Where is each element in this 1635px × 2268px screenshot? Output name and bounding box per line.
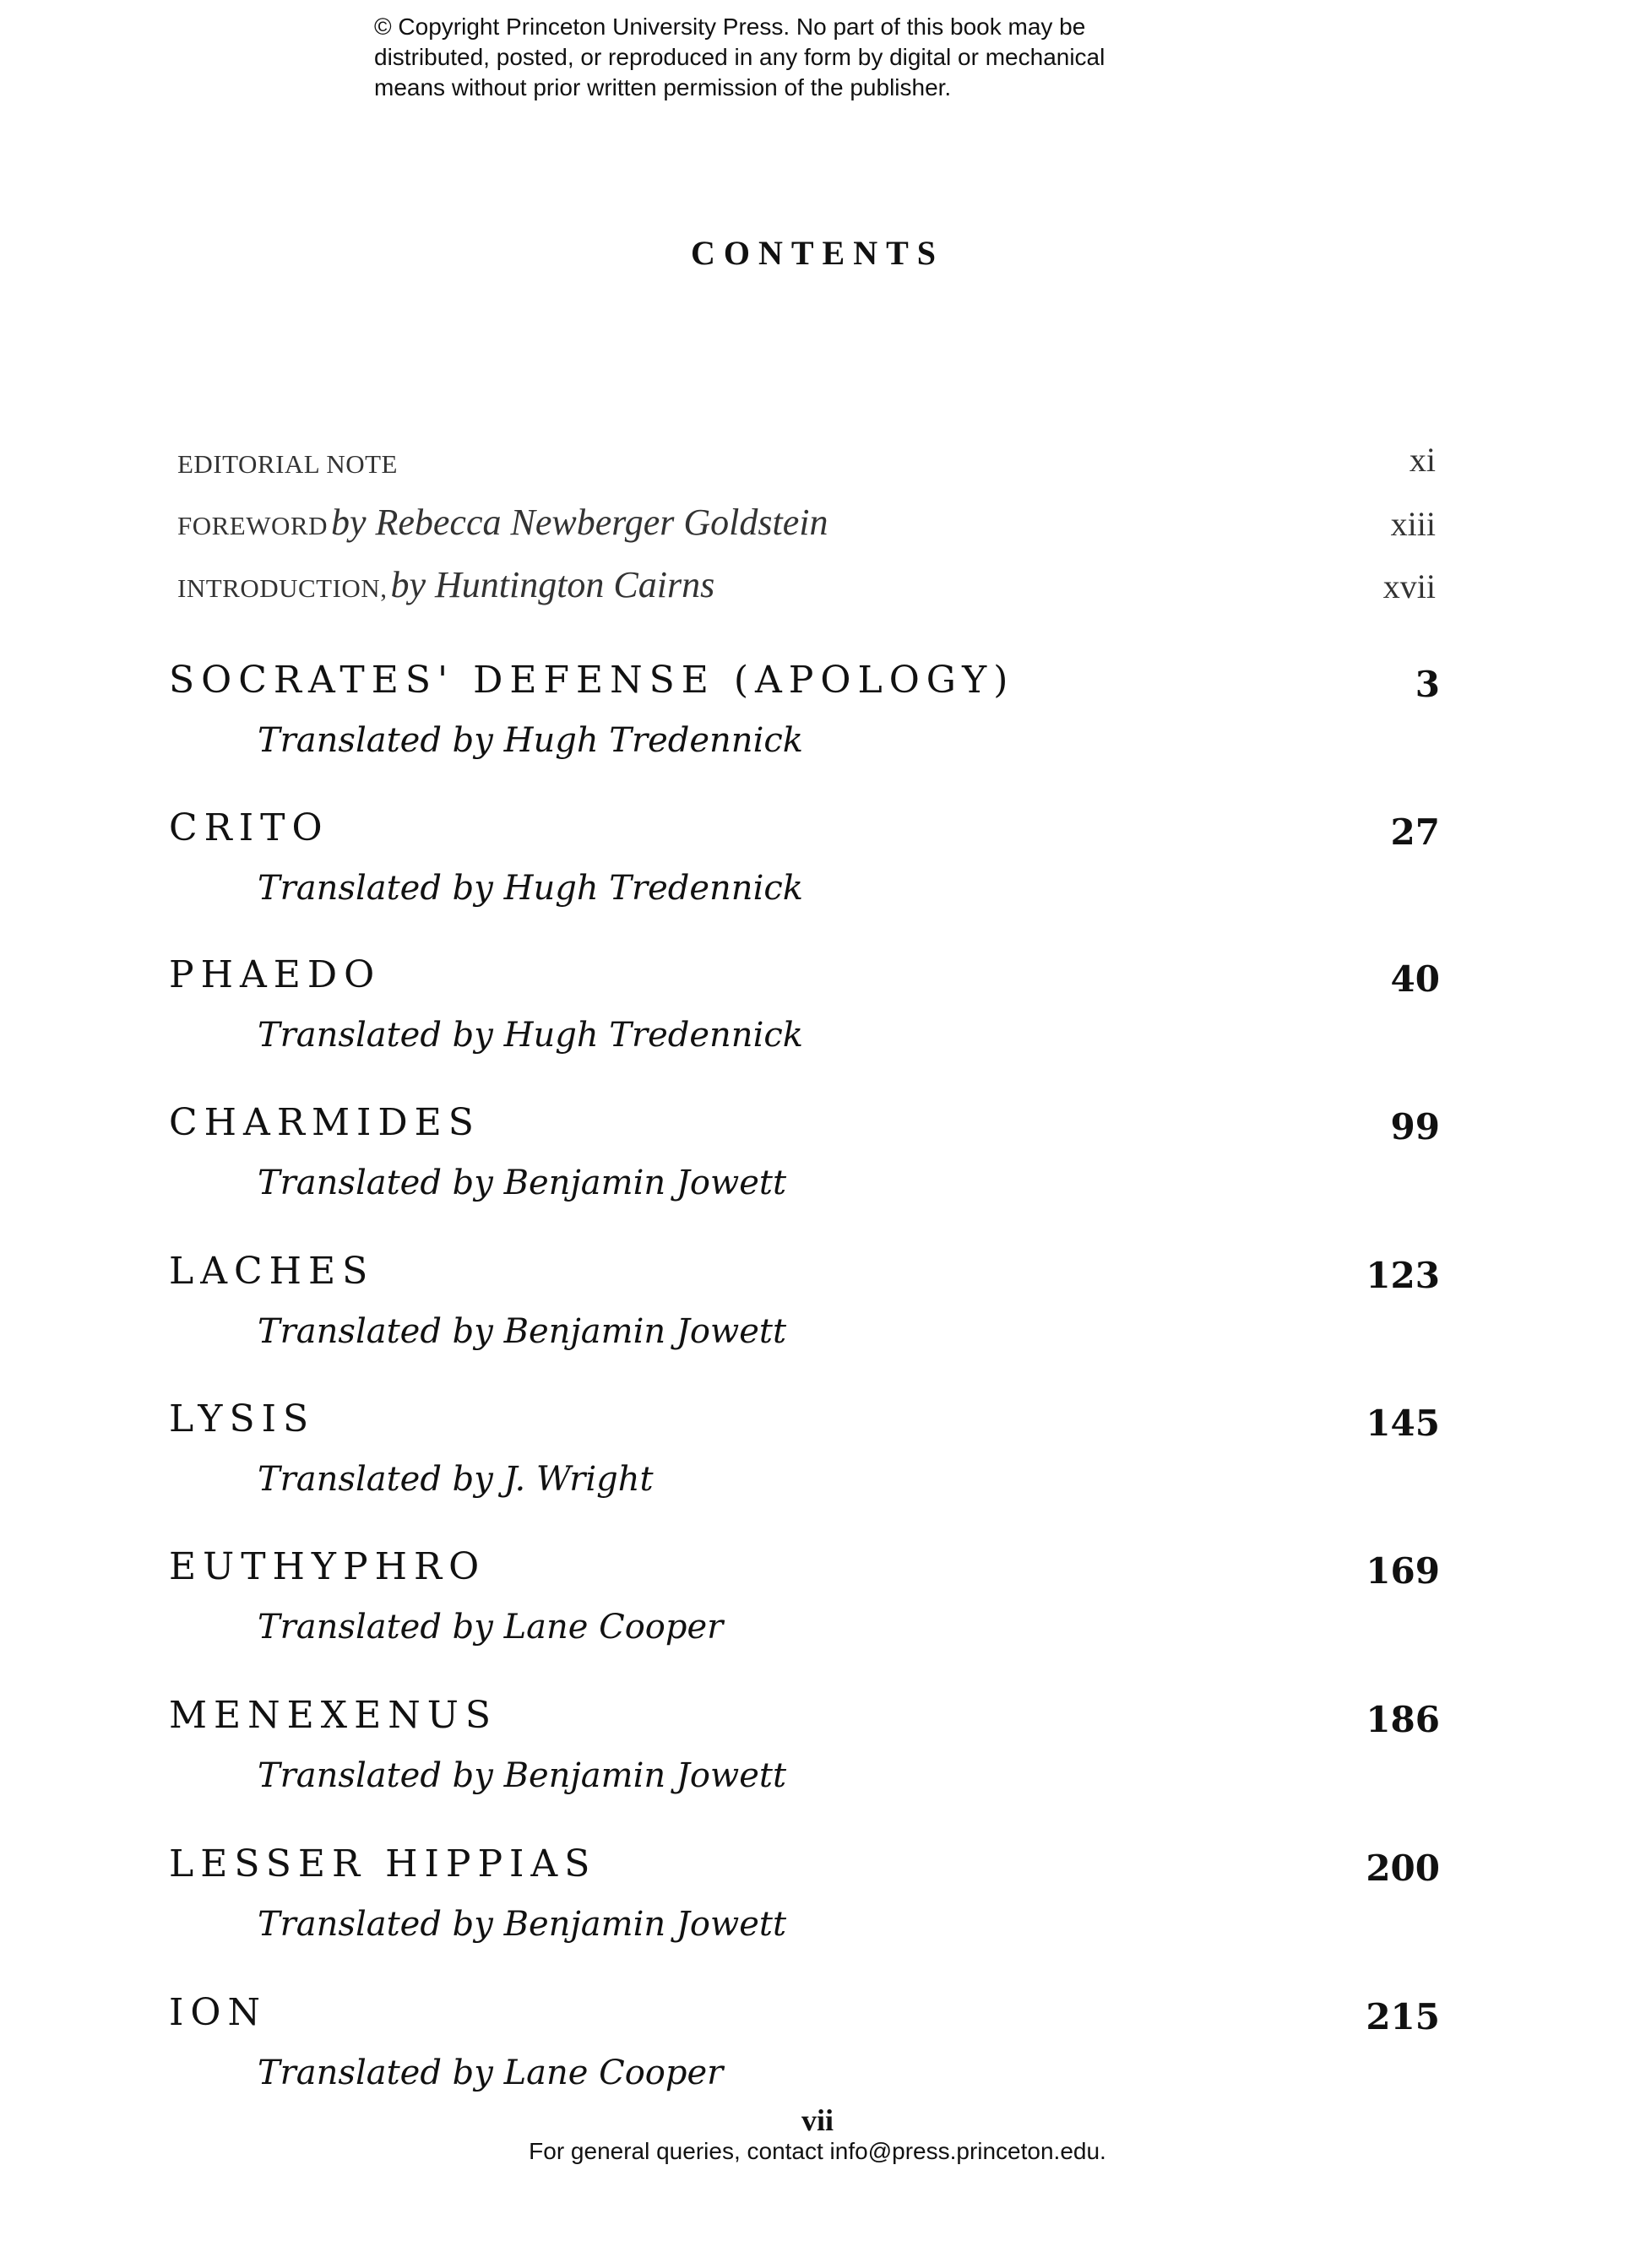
toc-entry-translator: Translated by Benjamin Jowett bbox=[258, 1164, 787, 1202]
copyright-line: means without prior written permission of the publisher. bbox=[374, 74, 952, 100]
toc-entry-translator: Translated by Benjamin Jowett bbox=[258, 1312, 787, 1351]
toc-entry-title: CHARMIDES bbox=[169, 1101, 481, 1144]
toc-entry-translator: Translated by Lane Cooper bbox=[258, 2054, 724, 2092]
toc-entry-title: PHAEDO bbox=[169, 953, 382, 996]
toc-front-item bbox=[177, 496, 1436, 544]
toc-entry-translator: Translated by Benjamin Jowett bbox=[258, 1905, 787, 1944]
toc-entry-title: MENEXENUS bbox=[169, 1694, 497, 1737]
toc-entry-translator: Translated by Hugh Tredennick bbox=[258, 1016, 803, 1055]
toc-front-item bbox=[177, 559, 1436, 606]
toc-page-number: 200 bbox=[1366, 1847, 1440, 1889]
toc-page-number: xvii bbox=[1382, 567, 1436, 605]
front-item-label: FOREWORD bbox=[177, 511, 328, 540]
toc-entry-translator: Translated by Benjamin Jowett bbox=[258, 1756, 787, 1795]
page-title: CONTENTS bbox=[690, 234, 945, 272]
footer-contact: For general queries, contact info@press.princeton.edu. bbox=[529, 2138, 1106, 2164]
toc-front-item bbox=[177, 437, 1436, 480]
front-item-byline: by Rebecca Newberger Goldstein bbox=[330, 502, 828, 543]
toc-entry bbox=[169, 1545, 1440, 1680]
toc-entry-title: SOCRATES' DEFENSE (APOLOGY) bbox=[169, 659, 1015, 702]
toc-entry-translator: Translated by Hugh Tredennick bbox=[258, 869, 803, 908]
toc-entry bbox=[169, 1250, 1440, 1385]
toc-front-label bbox=[177, 449, 398, 480]
toc-entry bbox=[169, 953, 1440, 1088]
toc-entry-title: LYSIS bbox=[169, 1397, 316, 1441]
toc-front-label bbox=[177, 501, 828, 544]
toc-page-number: 215 bbox=[1366, 1996, 1440, 2037]
toc-page-number: 3 bbox=[1415, 664, 1440, 705]
toc-entry bbox=[169, 1101, 1440, 1236]
toc-entry bbox=[169, 806, 1440, 941]
front-item-label: INTRODUCTION, bbox=[177, 573, 388, 603]
toc-entry bbox=[169, 1694, 1440, 1829]
toc-entry-translator: Translated by J. Wright bbox=[258, 1460, 654, 1499]
toc-page-number: 99 bbox=[1390, 1106, 1440, 1148]
toc-entry bbox=[169, 659, 1440, 794]
toc-front-label bbox=[177, 563, 714, 606]
copyright-line: © Copyright Princeton University Press. No part of this book may be bbox=[374, 14, 1086, 40]
page-folio: vii bbox=[801, 2103, 834, 2137]
toc-page-number: 27 bbox=[1390, 811, 1440, 853]
toc-entry-title: ION bbox=[169, 1991, 267, 2034]
toc-page-number: 40 bbox=[1390, 958, 1440, 1000]
toc-entry bbox=[169, 1842, 1440, 1978]
toc-entry bbox=[169, 1397, 1440, 1533]
toc-entry-title: LACHES bbox=[169, 1250, 375, 1293]
toc-entry-translator: Translated by Hugh Tredennick bbox=[258, 721, 803, 760]
front-item-byline: by Huntington Cairns bbox=[390, 564, 715, 605]
front-item-label: EDITORIAL NOTE bbox=[177, 449, 398, 479]
toc-page-number: 169 bbox=[1366, 1550, 1440, 1592]
toc-page-number: xiii bbox=[1390, 505, 1436, 543]
toc-entry-title: EUTHYPHRO bbox=[169, 1545, 486, 1588]
toc-entry-title: LESSER HIPPIAS bbox=[169, 1842, 597, 1885]
toc-page-number: 123 bbox=[1366, 1255, 1440, 1296]
toc-page-number: 186 bbox=[1366, 1699, 1440, 1740]
toc-page-number: xi bbox=[1409, 441, 1436, 479]
toc-page-number: 145 bbox=[1366, 1403, 1440, 1444]
toc-entry-translator: Translated by Lane Cooper bbox=[258, 1608, 724, 1647]
copyright-notice bbox=[374, 12, 1219, 103]
toc-entry-title: CRITO bbox=[169, 806, 329, 849]
copyright-line: distributed, posted, or reproduced in any form by digital or mechanical bbox=[374, 44, 1105, 70]
